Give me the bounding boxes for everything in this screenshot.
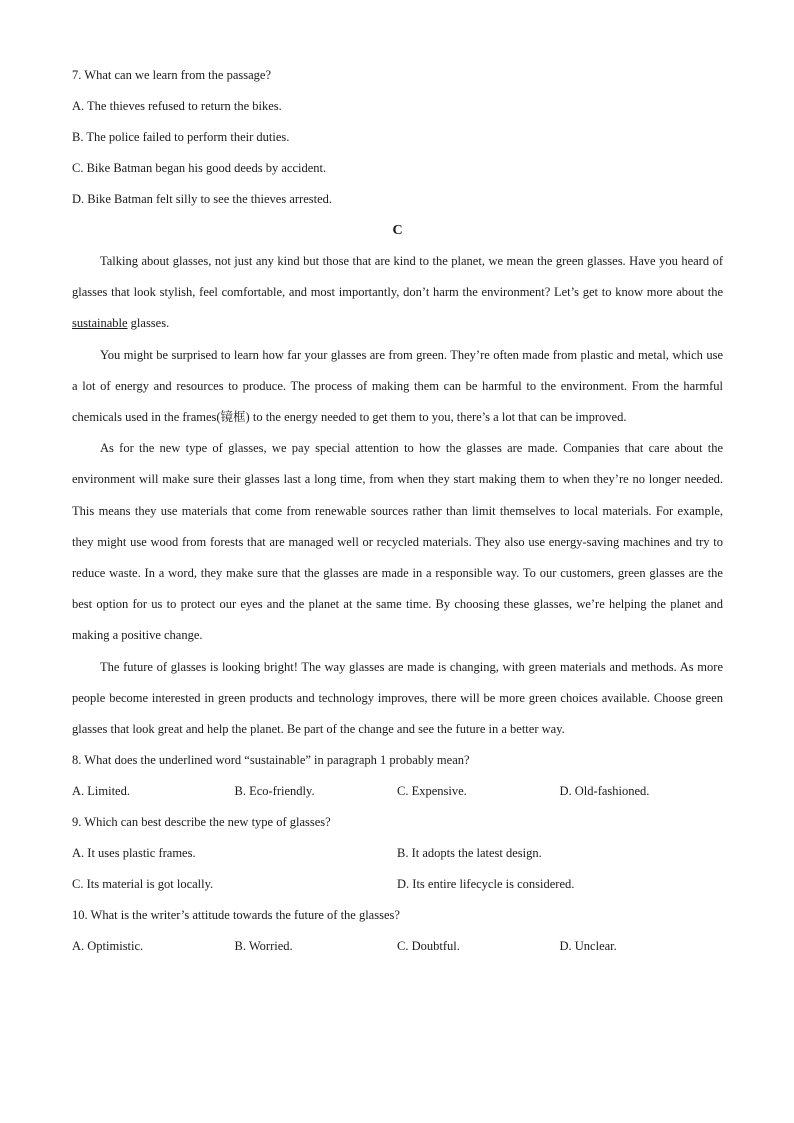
q8-option-b: B. Eco-friendly.: [234, 784, 315, 799]
q10-options: [72, 931, 723, 962]
q10-option-a: A. Optimistic.: [72, 939, 144, 954]
q7-option-a: A. The thieves refused to return the bikes.: [72, 99, 282, 113]
q8-options: [72, 776, 723, 807]
q10-stem: 10. What is the writer’s attitude towards the future of the glasses?: [72, 908, 400, 923]
underlined-word: sustainable: [72, 316, 128, 331]
q8-option-c: C. Expensive.: [397, 784, 467, 799]
p1-text-b: glasses.: [127, 316, 170, 331]
q7-option-c: C. Bike Batman began his good deeds by accident.: [72, 161, 327, 175]
q9-option-c: C. Its material is got locally.: [72, 877, 214, 892]
q7-stem: 7. What can we learn from the passage?: [72, 68, 271, 82]
section-title: C: [392, 223, 403, 238]
exam-page: [72, 60, 723, 962]
q10-option-d: D. Unclear.: [559, 939, 617, 954]
q10-option-b: B. Worried.: [234, 939, 293, 954]
passage-paragraph-3: As for the new type of glasses, we pay special attention to how the glasses are made. Companies that care about the environment will make sure their glasses last a long time, from when they start making them to when they’re no longer needed. This means they use materials that come from renewable sources rather than limit themselves to local materials. For example, they might use wood from forests that are managed well or recycled materials. They also use energy-saving machines and try to reduce waste. In a word, they make sure that the glasses are made in a responsible way. To our customers, green glasses are the best option for us to protect our eyes and the planet at the same time. By choosing these glasses, we’re helping the planet and making a positive change.: [72, 441, 723, 643]
q9-stem: 9. Which can best describe the new type of glasses?: [72, 815, 331, 830]
passage-paragraph-2: You might be surprised to learn how far your glasses are from green. They’re often made from plastic and metal, which use a lot of energy and resources to produce. The process of making them can be harmful to the environment. From the harmful chemicals used in the frames(镜框) to the energy needed to get them to you, there’s a lot that can be improved.: [72, 347, 723, 425]
q9-options-row-1: [72, 838, 723, 869]
q9-option-a: A. It uses plastic frames.: [72, 846, 196, 861]
q9-option-d: D. Its entire lifecycle is considered.: [397, 877, 575, 892]
passage-paragraph-1: [72, 246, 723, 340]
q9-options-row-2: [72, 869, 723, 900]
q8-option-a: A. Limited.: [72, 784, 130, 799]
q8-option-d: D. Old-fashioned.: [559, 784, 650, 799]
q10-option-c: C. Doubtful.: [397, 939, 460, 954]
passage-paragraph-4: The future of glasses is looking bright! The way glasses are made is changing, with green materials and methods. As more people become interested in green products and technology improves, there will be more green choices available. Choose green glasses that look great and help the planet. Be part of the change and see the future in a better way.: [72, 659, 723, 737]
q8-stem: 8. What does the underlined word “sustainable” in paragraph 1 probably mean?: [72, 753, 470, 768]
q7-option-b: B. The police failed to perform their duties.: [72, 130, 290, 144]
q9-option-b: B. It adopts the latest design.: [397, 846, 542, 861]
p1-text-a: Talking about glasses, not just any kind but those that are kind to the planet, we mean the green glasses. Have you heard of glasses that look stylish, feel comfortable, and most importantly, don’t harm the environment? Let’s get to know more about the: [72, 254, 723, 300]
q7-option-d: D. Bike Batman felt silly to see the thieves arrested.: [72, 192, 332, 206]
